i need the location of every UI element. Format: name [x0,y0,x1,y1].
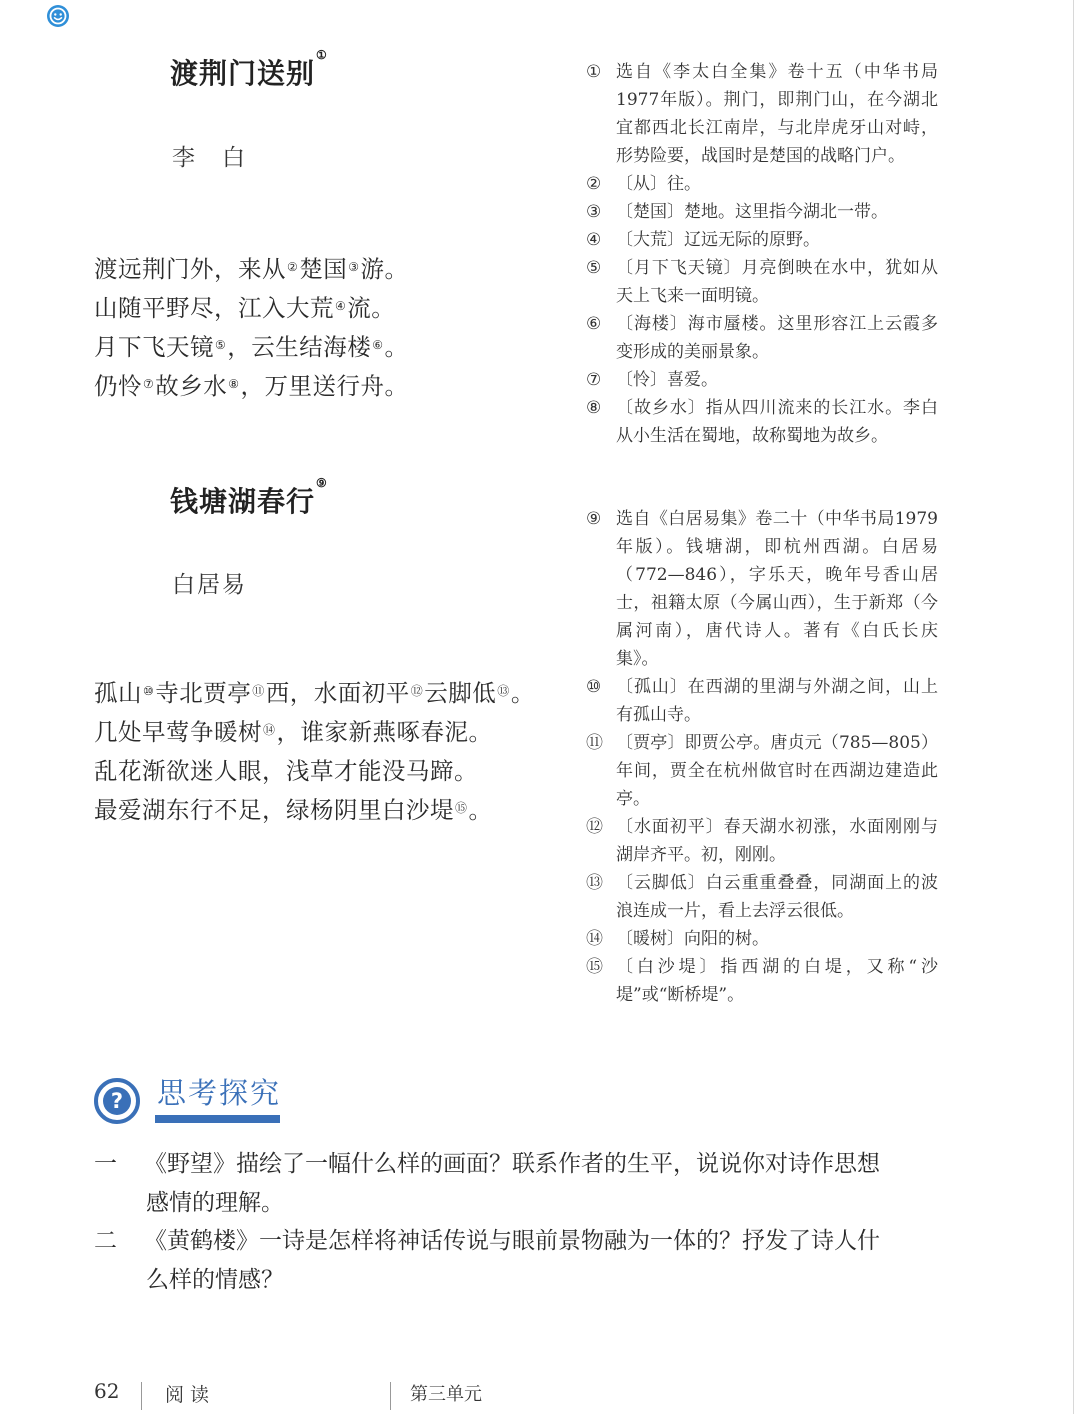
poem-text: 楚国 [299,255,348,283]
footnote-text: 〔从〕往。 [616,174,701,194]
question-2 [94,1222,944,1300]
poem-text: 仍怜 [94,372,142,400]
page-edge [1073,0,1074,1414]
poem-text: 寺北贾亭 [155,679,252,707]
poem-text: 渡远荆门外，来从 [94,255,286,283]
footnote-number: ④ [586,230,602,250]
footnote-text: 〔云脚低〕白云重重叠叠，同湖面上的波浪连成一片，看上去浮云很低。 [616,873,938,921]
poem1-title-note: ① [316,48,328,62]
footnote-number: ⑩ [586,677,602,697]
footnote-text: 〔月下飞天镜〕月亮倒映在水中，犹如从天上飞来一面明镜。 [616,258,938,306]
footnote-marker: ⑪ [252,684,265,698]
footnote-number: ⑦ [586,370,602,390]
poem-text: 云脚低 [424,679,497,707]
footer-section: 阅读 [165,1384,216,1406]
poem-text: 。 [468,796,493,824]
poem-text: 几处早莺争暖树 [94,718,262,746]
poem-line [94,752,535,791]
poem-text: 。 [384,333,409,361]
footnote-text: 〔大荒〕辽远无际的原野。 [616,230,820,250]
poem-line [94,367,409,406]
question-icon [93,1077,141,1125]
footer-divider [390,1382,391,1410]
footnote-marker: ⑩ [143,684,155,698]
page-number: 62 [94,1379,120,1403]
footnote-text: 〔楚国〕楚地。这里指今湖北一带。 [616,202,888,222]
footnote-number: ⑤ [586,258,602,278]
footnote-number: ⑫ [586,817,603,837]
footnote-marker: ⑬ [497,684,510,698]
footnote-marker: ⑤ [215,338,227,352]
poem-text: 最爱湖东行不足，绿杨阴里白沙堤 [94,796,454,824]
footnote-number: ⑭ [586,929,603,949]
footnote-number: ③ [586,202,602,222]
footnote-text: 选自《李太白全集》卷十五（中华书局1977年版）。荆门，即荆门山，在今湖北宜都西北长江南岸，与北岸虎牙山对峙，形势险要，战国时是楚国的战略门户。 [616,62,938,166]
footnote-number: ⑬ [586,873,603,893]
poem-line [94,791,535,830]
footnote-marker: ⑥ [372,338,384,352]
poem-text: 山随平野尽，江入大荒 [94,294,334,322]
footnote-number: ⑨ [586,509,602,529]
poem1-body [94,250,409,406]
question-1 [94,1145,944,1223]
poem2-title-note: ⑨ [316,476,328,490]
footnote [586,505,938,673]
notes-poem2 [586,505,938,1009]
footnote [586,953,938,1009]
footnote [586,813,938,869]
footer-divider [141,1382,142,1410]
footnote [586,869,938,925]
footnote [586,366,938,394]
poem2-title [170,476,329,520]
footnote-text: 〔暖树〕向阳的树。 [616,929,769,949]
footnote-number: ⑥ [586,314,602,334]
footnote-number: ⑧ [586,398,602,418]
question-number: 一 [94,1151,117,1177]
footer-unit: 第三单元 [410,1384,482,1405]
footnote [586,198,938,226]
footnote [586,58,938,170]
svg-text:?: ? [110,1089,124,1113]
footnote [586,925,938,953]
footnote-marker: ⑧ [228,377,240,391]
poem-text: ，万里送行舟。 [240,372,409,400]
footnote-marker: ⑫ [410,684,424,698]
footnote-text: 选自《白居易集》卷二十（中华书局1979年版）。钱塘湖，即杭州西湖。白居易（772—846），字乐天，晚年号香山居士，祖籍太原（今属山西），生于新郑（今属河南），唐代诗人。著有《白氏长庆集》。 [616,509,938,669]
footnote-number: ② [586,174,602,194]
question-text: 《野望》描绘了一幅什么样的画面？联系作者的生平，说说你对诗作思想 [144,1151,880,1177]
poem-text: 孤山 [94,679,142,707]
footnote-number: ① [586,62,602,82]
poem-text: 故乡水 [155,372,228,400]
smiley-icon-glyph [47,5,69,27]
footnote-text: 〔怜〕喜爱。 [616,370,718,390]
footnote-text: 〔白沙堤〕指西湖的白堤，又称“沙堤”或“断桥堤”。 [616,957,938,1005]
poem-line [94,328,409,367]
section-title-underline [155,1115,280,1123]
poem-text: 。 [510,679,535,707]
footnote-marker: ③ [348,260,360,274]
poem-text: 游。 [360,255,409,283]
notes-poem1 [586,58,938,450]
footnote [586,394,938,450]
poem-line [94,250,409,289]
poem1-author: 李 白 [172,145,247,171]
footnote [586,170,938,198]
smiley-icon[interactable] [47,5,69,27]
footnote [586,254,938,310]
poem2-title-text: 钱塘湖春行 [170,485,316,518]
poem2-author: 白居易 [172,572,247,598]
footnote-marker: ⑦ [143,377,155,391]
poem-text: 流。 [347,294,396,322]
footnote-marker: ② [287,260,299,274]
poem2-body [94,674,535,830]
poem1-title-text: 渡荆门送别 [170,57,316,90]
poem-text: 西，水面初平 [265,679,410,707]
footnote [586,310,938,366]
footnote-text: 〔海楼〕海市蜃楼。这里形容江上云霞多变形成的美丽景象。 [616,314,938,362]
footnote [586,729,938,813]
poem1-title [170,48,329,92]
footnote-marker: ④ [335,299,347,313]
poem-text: ，云生结海楼 [227,333,372,361]
footnote-text: 〔水面初平〕春天湖水初涨，水面刚刚与湖岸齐平。初，刚刚。 [616,817,938,865]
footnote-text: 〔贾亭〕即贾公亭。唐贞元（785—805）年间，贾全在杭州做官时在西湖边建造此亭。 [616,733,938,809]
footnote-number: ⑪ [586,733,603,753]
poem-text: 月下飞天镜 [94,333,214,361]
footnote [586,226,938,254]
question-text: 《黄鹤楼》一诗是怎样将神话传说与眼前景物融为一体的？抒发了诗人什 [144,1228,880,1254]
poem-line [94,713,535,752]
poem-text: ，谁家新燕啄春泥。 [276,718,493,746]
footnote [586,673,938,729]
section-title: 思考探究 [157,1076,282,1110]
footnote-text: 〔孤山〕在西湖的里湖与外湖之间，山上有孤山寺。 [616,677,938,725]
poem-line [94,289,409,328]
poem-text: 乱花渐欲迷人眼，浅草才能没马蹄。 [94,757,478,785]
footnote-marker: ⑮ [455,801,468,815]
poem-line [94,674,535,713]
footnote-marker: ⑭ [263,723,276,737]
footnote-text: 〔故乡水〕指从四川流来的长江水。李白从小生活在蜀地，故称蜀地为故乡。 [616,398,938,446]
question-number: 二 [94,1228,117,1254]
footnote-number: ⑮ [586,957,603,977]
question-text-continued: 感情的理解。 [146,1190,284,1216]
question-text-continued: 么样的情感？ [146,1267,284,1293]
